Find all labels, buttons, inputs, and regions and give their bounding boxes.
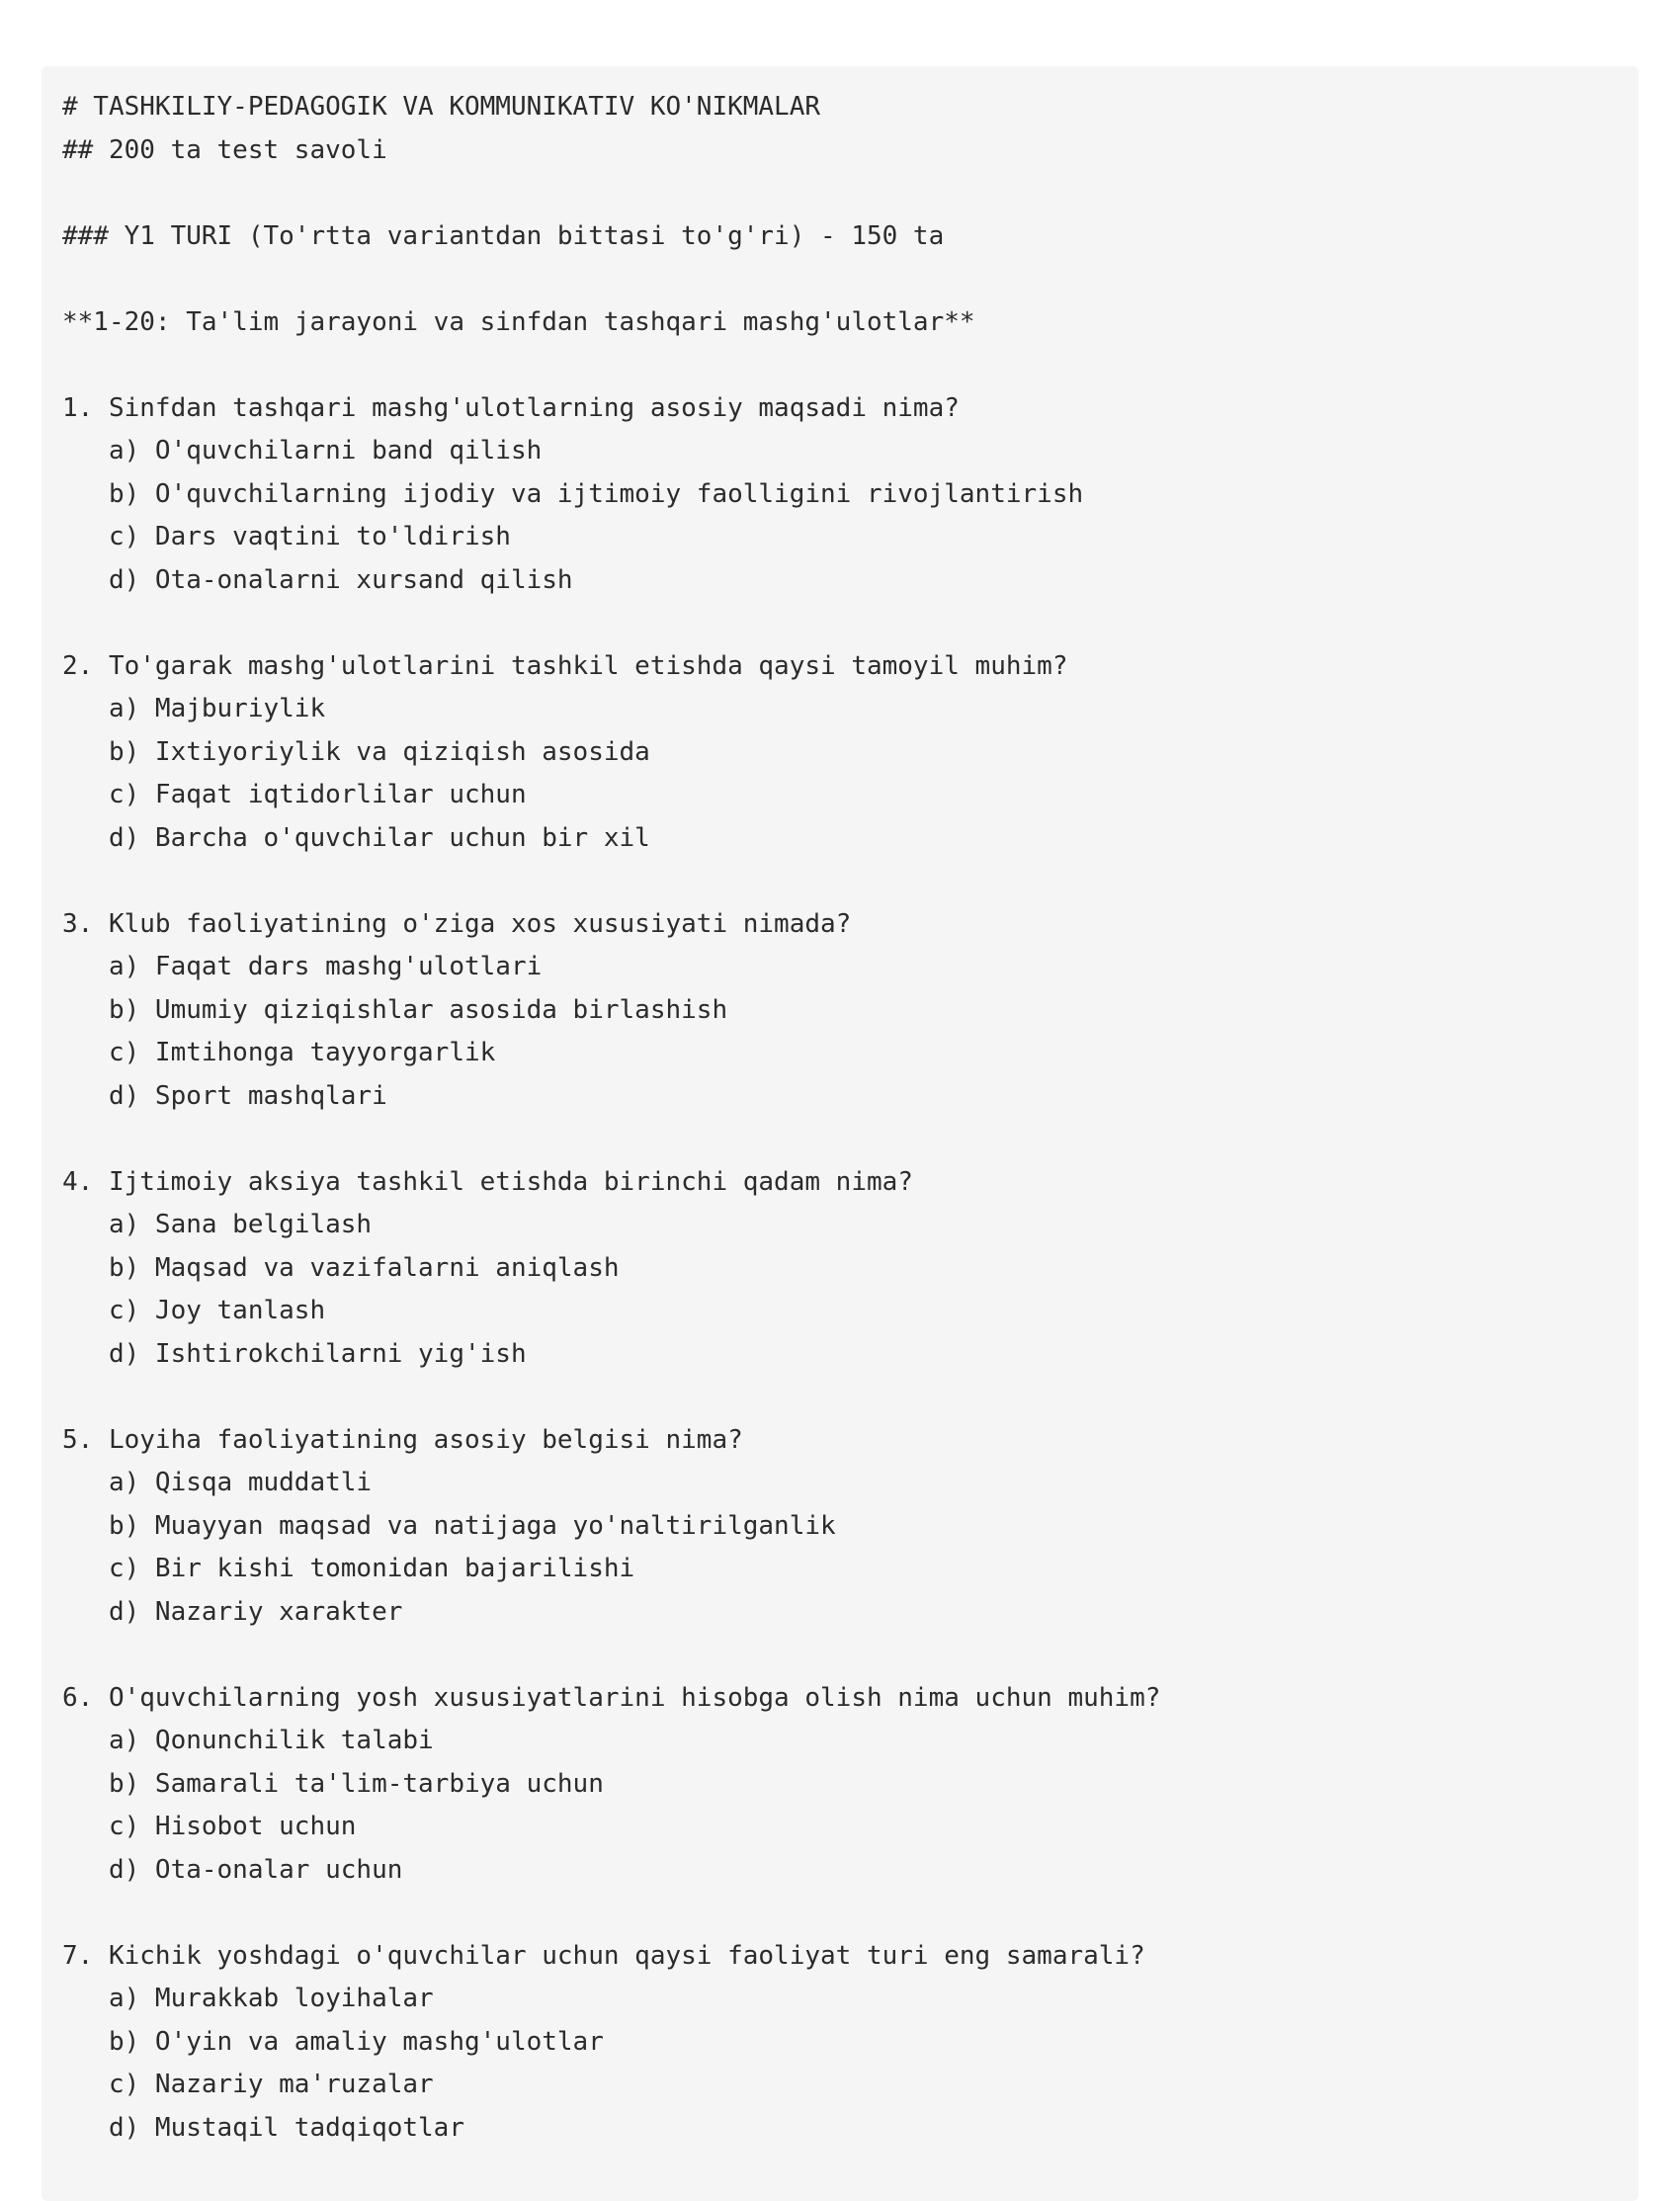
answer-option-a: a) Qonunchilik talabi xyxy=(62,1726,434,1755)
answer-option-b: b) Ixtiyoriylik va qiziqish asosida xyxy=(62,736,650,767)
question-block-3 xyxy=(62,903,1619,1119)
question-block-2 xyxy=(62,645,1619,861)
question-block-7 xyxy=(62,1935,1619,2151)
question-text: 5. Loyiha faoliyatining asosiy belgisi nima? xyxy=(62,1424,743,1455)
answer-option-c: c) Bir kishi tomonidan bajarilishi xyxy=(62,1554,635,1583)
answer-option-d: d) Mustaqil tadqiqotlar xyxy=(62,2112,464,2143)
blank-line xyxy=(62,258,1619,301)
question-text: 6. O'quvchilarning yosh xususiyatlarini hisobga olish nima uchun muhim? xyxy=(62,1682,1161,1713)
group-heading: **1-20: Ta'lim jarayoni va sinfdan tashqari mashg'ulotlar** xyxy=(62,306,975,337)
document-title: # TASHKILIY-PEDAGOGIK VA KOMMUNIKATIV KO'NIKMALAR xyxy=(62,92,821,122)
question-text: 3. Klub faoliyatining o'ziga xos xususiyati nimada? xyxy=(62,908,852,939)
answer-option-d: d) Nazariy xarakter xyxy=(62,1596,403,1627)
answer-option-d: d) Ota-onalar uchun xyxy=(62,1854,403,1885)
question-text: 2. To'garak mashg'ulotlarini tashkil etishda qaysi tamoyil muhim? xyxy=(62,650,1068,681)
answer-option-a: a) O'quvchilarni band qilish xyxy=(62,436,543,466)
blank-line xyxy=(62,602,1619,645)
answer-option-d: d) Sport mashqlari xyxy=(62,1080,387,1111)
answer-option-a: a) Majburiylik xyxy=(62,694,326,723)
blank-line xyxy=(62,1892,1619,1935)
answer-option-c: c) Nazariy ma'ruzalar xyxy=(62,2070,434,2099)
answer-option-a: a) Sana belgilash xyxy=(62,1210,373,1239)
question-block-6 xyxy=(62,1677,1619,1893)
blank-line xyxy=(62,1118,1619,1161)
blank-line xyxy=(62,1376,1619,1419)
blank-line xyxy=(62,344,1619,387)
answer-option-a: a) Qisqa muddatli xyxy=(62,1468,373,1497)
answer-option-c: c) Joy tanlash xyxy=(62,1296,326,1325)
question-text: 1. Sinfdan tashqari mashg'ulotlarning asosiy maqsadi nima? xyxy=(62,392,960,423)
question-block-1 xyxy=(62,387,1619,603)
document-subtitle: ## 200 ta test savoli xyxy=(62,134,387,165)
question-text: 7. Kichik yoshdagi o'quvchilar uchun qaysi faoliyat turi eng samarali? xyxy=(62,1940,1145,1971)
answer-option-b: b) O'quvchilarning ijodiy va ijtimoiy faolligini rivojlantirish xyxy=(62,478,1084,509)
answer-option-d: d) Barcha o'quvchilar uchun bir xil xyxy=(62,822,650,853)
section-heading: ### Y1 TURI (To'rtta variantdan bittasi to'g'ri) - 150 ta xyxy=(62,220,945,251)
answer-option-a: a) Murakkab loyihalar xyxy=(62,1984,434,2013)
answer-option-d: d) Ota-onalarni xursand qilish xyxy=(62,564,573,595)
answer-option-b: b) Samarali ta'lim-tarbiya uchun xyxy=(62,1768,604,1799)
answer-option-c: c) Hisobot uchun xyxy=(62,1812,357,1841)
question-text: 4. Ijtimoiy aksiya tashkil etishda birinchi qadam nima? xyxy=(62,1166,913,1197)
blank-line xyxy=(62,860,1619,903)
answer-option-b: b) Maqsad va vazifalarni aniqlash xyxy=(62,1252,620,1283)
question-block-4 xyxy=(62,1161,1619,1377)
answer-option-c: c) Faqat iqtidorlilar uchun xyxy=(62,780,527,809)
answer-option-b: b) Muayyan maqsad va natijaga yo'naltirilganlik xyxy=(62,1510,836,1541)
answer-option-c: c) Imtihonga tayyorgarlik xyxy=(62,1038,496,1067)
question-block-5 xyxy=(62,1419,1619,1635)
answer-option-b: b) O'yin va amaliy mashg'ulotlar xyxy=(62,2026,604,2057)
answer-option-d: d) Ishtirokchilarni yig'ish xyxy=(62,1338,527,1369)
blank-line xyxy=(62,1634,1619,1677)
answer-option-c: c) Dars vaqtini to'ldirish xyxy=(62,522,511,551)
answer-option-a: a) Faqat dars mashg'ulotlari xyxy=(62,952,543,981)
markdown-code-block xyxy=(42,66,1638,2201)
blank-line xyxy=(62,172,1619,215)
answer-option-b: b) Umumiy qiziqishlar asosida birlashish xyxy=(62,994,728,1025)
